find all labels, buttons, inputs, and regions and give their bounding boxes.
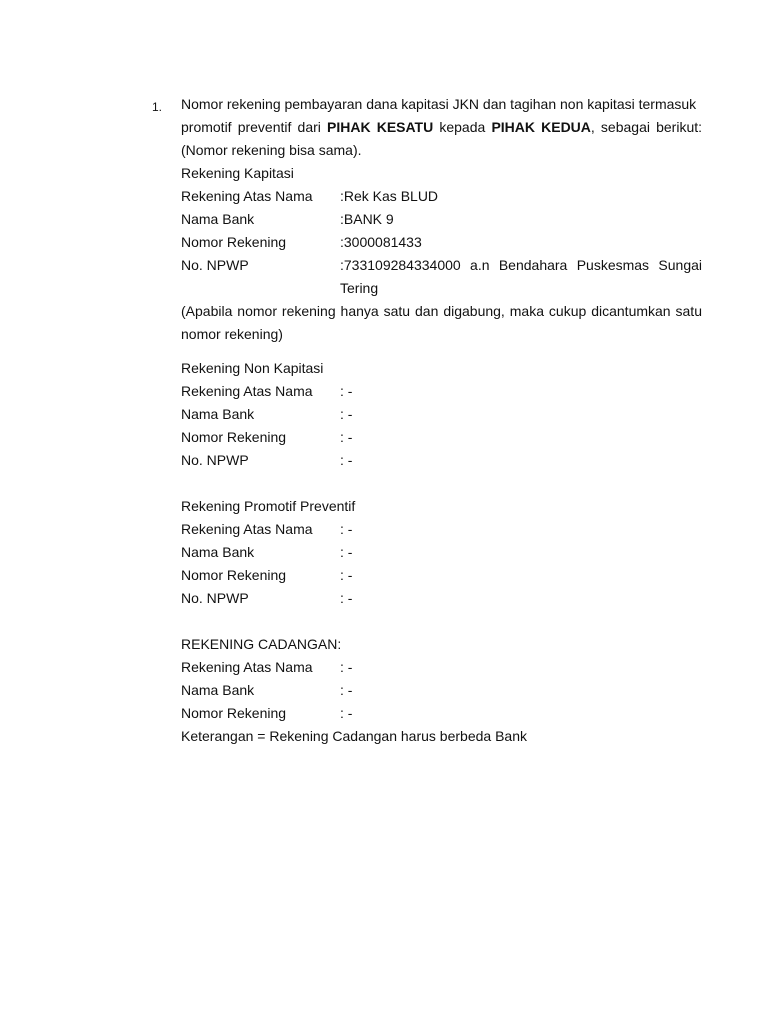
field-label: Rekening Atas Nama xyxy=(181,188,313,204)
note-line-1: (Apabila nomor rekening hanya satu dan digabung, maka cukup dicantumkan satu xyxy=(181,303,702,319)
field-value: :3000081433 xyxy=(340,234,422,250)
field-value: : - xyxy=(340,590,353,606)
field-value: : - xyxy=(340,705,353,721)
kapitasi-row-atas-nama xyxy=(181,185,702,208)
cadangan-row xyxy=(181,702,702,725)
pihak-kedua-text: PIHAK KEDUA xyxy=(491,119,591,135)
field-label: Rekening Atas Nama xyxy=(181,521,313,537)
field-value: : - xyxy=(340,429,353,445)
section-non-kapitasi-title: Rekening Non Kapitasi xyxy=(181,360,324,376)
field-value: : - xyxy=(340,383,353,399)
npwp-value-line-2: Tering xyxy=(340,280,379,296)
intro-line-2-mid: kepada xyxy=(433,119,492,135)
non-kapitasi-row xyxy=(181,403,702,426)
promotif-row xyxy=(181,564,702,587)
field-value: :Rek Kas BLUD xyxy=(340,188,439,204)
intro-line-3: (Nomor rekening bisa sama). xyxy=(181,142,362,158)
cadangan-row xyxy=(181,679,702,702)
document-body xyxy=(181,93,702,748)
section-kapitasi-title: Rekening Kapitasi xyxy=(181,165,294,181)
spacer xyxy=(181,610,702,633)
intro-line-1: Nomor rekening pembayaran dana kapitasi JKN dan tagihan non kapitasi termasuk xyxy=(181,96,697,112)
spacer xyxy=(181,346,702,357)
note-line-2: nomor rekening) xyxy=(181,326,283,342)
field-value: : - xyxy=(340,521,353,537)
promotif-row xyxy=(181,541,702,564)
kapitasi-row-nomor-rekening xyxy=(181,231,702,254)
cadangan-row xyxy=(181,656,702,679)
field-label: No. NPWP xyxy=(181,257,249,273)
field-label: Nomor Rekening xyxy=(181,705,287,721)
kapitasi-row-nama-bank xyxy=(181,208,702,231)
field-label: No. NPWP xyxy=(181,590,249,606)
spacer xyxy=(181,472,702,495)
promotif-row xyxy=(181,518,702,541)
field-label: Nama Bank xyxy=(181,544,255,560)
field-value: : - xyxy=(340,544,353,560)
section-promotif-title: Rekening Promotif Preventif xyxy=(181,498,356,514)
field-value: : - xyxy=(340,452,353,468)
pihak-kesatu-text: PIHAK KESATU xyxy=(327,119,434,135)
field-label: Nama Bank xyxy=(181,682,255,698)
field-label: Nama Bank xyxy=(181,406,255,422)
field-value: : - xyxy=(340,682,353,698)
field-label: Rekening Atas Nama xyxy=(181,659,313,675)
field-label: Nama Bank xyxy=(181,211,255,227)
section-cadangan-title: REKENING CADANGAN: xyxy=(181,636,342,652)
intro-line-2-post: , sebagai berikut: xyxy=(590,119,703,135)
field-value xyxy=(340,254,702,300)
list-item-number: 1. xyxy=(152,100,163,114)
intro-paragraph xyxy=(181,93,702,162)
field-label: Rekening Atas Nama xyxy=(181,383,313,399)
section-kapitasi xyxy=(181,162,702,346)
intro-line-2-pre: promotif preventif dari xyxy=(181,119,328,135)
kapitasi-note xyxy=(181,300,702,346)
non-kapitasi-row xyxy=(181,449,702,472)
section-promotif-preventif xyxy=(181,495,702,610)
field-value: : - xyxy=(340,659,353,675)
field-label: No. NPWP xyxy=(181,452,249,468)
kapitasi-row-npwp xyxy=(181,254,702,300)
keterangan-text: Keterangan = Rekening Cadangan harus berbeda Bank xyxy=(181,728,527,744)
non-kapitasi-row xyxy=(181,380,702,403)
promotif-row xyxy=(181,587,702,610)
npwp-value-line-1: :733109284334000 a.n Bendahara Puskesmas Sungai xyxy=(340,257,702,273)
field-label: Nomor Rekening xyxy=(181,567,287,583)
intro-line-2 xyxy=(181,116,702,139)
field-value: : - xyxy=(340,406,353,422)
section-cadangan xyxy=(181,633,702,748)
field-label: Nomor Rekening xyxy=(181,429,287,445)
field-value: : - xyxy=(340,567,353,583)
non-kapitasi-row xyxy=(181,426,702,449)
field-value: :BANK 9 xyxy=(340,211,394,227)
field-label: Nomor Rekening xyxy=(181,234,287,250)
section-non-kapitasi xyxy=(181,357,702,472)
